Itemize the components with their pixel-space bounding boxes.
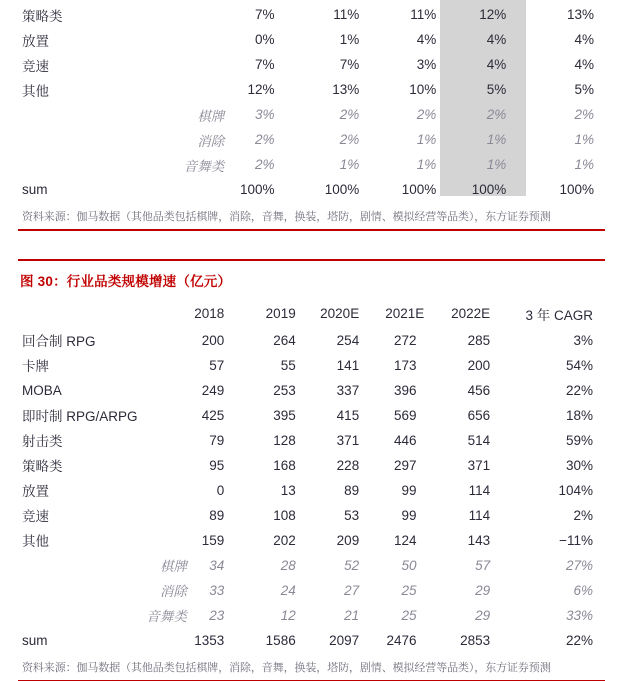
cell-value: 104%: [519, 478, 623, 503]
table-row: [0, 102, 623, 127]
cell-value: 2%: [224, 127, 301, 152]
cell-value: 200: [187, 328, 251, 353]
row-label: 卡牌: [0, 353, 187, 378]
cell-value: 1%: [302, 27, 382, 52]
cell-value: 1%: [462, 152, 538, 177]
cell-value: 1586: [251, 628, 317, 653]
share-table-body: [0, 2, 623, 202]
table-row: [0, 378, 623, 403]
cell-value: 297: [385, 453, 448, 478]
cell-value: 202: [251, 528, 317, 553]
cell-value: 13%: [302, 77, 382, 102]
cell-value: 108: [251, 503, 317, 528]
cell-value: 173: [385, 353, 448, 378]
table-row: [0, 177, 623, 202]
cell-value: 5%: [462, 77, 538, 102]
table-row: [0, 2, 623, 27]
row-label: 策略类: [0, 2, 224, 27]
cell-value: 27: [318, 578, 385, 603]
cell-value: 4%: [381, 27, 462, 52]
table-row: [0, 77, 623, 102]
cell-value: −11%: [519, 528, 623, 553]
cell-value: 100%: [302, 177, 382, 202]
cell-value: 3%: [381, 52, 462, 77]
cell-value: 57: [449, 553, 520, 578]
cell-value: 1353: [187, 628, 251, 653]
cell-value: 114: [449, 478, 520, 503]
row-sublabel: 消除: [0, 127, 224, 152]
row-label: sum: [0, 177, 224, 202]
cell-value: 33: [187, 578, 251, 603]
cell-value: 209: [318, 528, 385, 553]
table-row: [0, 503, 623, 528]
cell-value: 254: [318, 328, 385, 353]
cell-value: 2%: [302, 102, 382, 127]
cell-value: 13: [251, 478, 317, 503]
cell-value: 141: [318, 353, 385, 378]
cell-value: 456: [449, 378, 520, 403]
cell-value: 2853: [449, 628, 520, 653]
cell-value: 4%: [538, 27, 623, 52]
cell-value: 53: [318, 503, 385, 528]
table-row: [0, 478, 623, 503]
cell-value: 99: [385, 503, 448, 528]
growth-table-head: [0, 300, 623, 328]
cell-value: 79: [187, 428, 251, 453]
cell-value: 11%: [381, 2, 462, 27]
cell-value: 2%: [381, 102, 462, 127]
cell-value: 285: [449, 328, 520, 353]
cell-value: 2%: [462, 102, 538, 127]
cell-value: 25: [385, 603, 448, 628]
table-row: [0, 603, 623, 628]
row-sublabel: 音舞类: [0, 603, 187, 628]
cell-value: 57: [187, 353, 251, 378]
cell-value: 1%: [381, 152, 462, 177]
cell-value: 128: [251, 428, 317, 453]
table-header-row: [0, 300, 623, 328]
cell-value: 3%: [224, 102, 301, 127]
cell-value: 264: [251, 328, 317, 353]
cell-value: 100%: [224, 177, 301, 202]
cell-value: 18%: [519, 403, 623, 428]
row-sublabel: 棋牌: [0, 553, 187, 578]
column-header: 2021E: [385, 300, 448, 328]
column-header: 2022E: [449, 300, 520, 328]
row-label: sum: [0, 628, 187, 653]
header-corner: [0, 300, 187, 328]
table-row: [0, 553, 623, 578]
row-label: MOBA: [0, 378, 187, 403]
cell-value: 2476: [385, 628, 448, 653]
cell-value: 89: [318, 478, 385, 503]
cell-value: 30%: [519, 453, 623, 478]
cell-value: 371: [318, 428, 385, 453]
cell-value: 4%: [462, 52, 538, 77]
table-row: [0, 52, 623, 77]
share-table-source: 资料来源：伽马数据（其他品类包括棋牌，消除，音舞，换装，塔防，剧情、模拟经营等品类），东方证券预测: [0, 202, 623, 229]
cell-value: 656: [449, 403, 520, 428]
cell-value: 249: [187, 378, 251, 403]
cell-value: 3%: [519, 328, 623, 353]
row-label: 放置: [0, 27, 224, 52]
cell-value: 200: [449, 353, 520, 378]
cell-value: 124: [385, 528, 448, 553]
cell-value: 2097: [318, 628, 385, 653]
row-label: 其他: [0, 528, 187, 553]
cell-value: 33%: [519, 603, 623, 628]
cell-value: 159: [187, 528, 251, 553]
cell-value: 1%: [302, 152, 382, 177]
cell-value: 12%: [462, 2, 538, 27]
cell-value: 4%: [462, 27, 538, 52]
cell-value: 2%: [519, 503, 623, 528]
cell-value: 12%: [224, 77, 301, 102]
cell-value: 446: [385, 428, 448, 453]
cell-value: 1%: [538, 152, 623, 177]
cell-value: 29: [449, 603, 520, 628]
table-row: [0, 403, 623, 428]
cell-value: 272: [385, 328, 448, 353]
cell-value: 28: [251, 553, 317, 578]
cell-value: 59%: [519, 428, 623, 453]
cell-value: 4%: [538, 52, 623, 77]
cell-value: 415: [318, 403, 385, 428]
cell-value: 100%: [462, 177, 538, 202]
growth-table-body: [0, 328, 623, 653]
cell-value: 569: [385, 403, 448, 428]
table-row: [0, 27, 623, 52]
cell-value: 24: [251, 578, 317, 603]
cell-value: 25: [385, 578, 448, 603]
cell-value: 95: [187, 453, 251, 478]
cell-value: 168: [251, 453, 317, 478]
cell-value: 1%: [462, 127, 538, 152]
column-header: 3 年 CAGR: [519, 300, 623, 328]
table-row: [0, 528, 623, 553]
cell-value: 228: [318, 453, 385, 478]
row-sublabel: 消除: [0, 578, 187, 603]
cell-value: 2%: [224, 152, 301, 177]
row-sublabel: 棋牌: [0, 102, 224, 127]
column-header: 2020E: [318, 300, 385, 328]
table-row: [0, 428, 623, 453]
cell-value: 1%: [381, 127, 462, 152]
cell-value: 23: [187, 603, 251, 628]
cell-value: 11%: [302, 2, 382, 27]
row-label: 竞速: [0, 52, 224, 77]
cell-value: 253: [251, 378, 317, 403]
figure-title: 图 30：行业品类规模增速（亿元）: [0, 261, 623, 300]
cell-value: 10%: [381, 77, 462, 102]
table-row: [0, 453, 623, 478]
table-row: [0, 328, 623, 353]
cell-value: 371: [449, 453, 520, 478]
figure-30-block: [0, 259, 623, 681]
share-table: [0, 2, 623, 202]
row-label: 射击类: [0, 428, 187, 453]
cell-value: 5%: [538, 77, 623, 102]
row-label: 竞速: [0, 503, 187, 528]
row-sublabel: 音舞类: [0, 152, 224, 177]
cell-value: 100%: [538, 177, 623, 202]
cell-value: 7%: [224, 2, 301, 27]
cell-value: 7%: [224, 52, 301, 77]
cell-value: 27%: [519, 553, 623, 578]
column-header: 2019: [251, 300, 317, 328]
cell-value: 54%: [519, 353, 623, 378]
cell-value: 50: [385, 553, 448, 578]
share-table-block: [0, 0, 623, 229]
cell-value: 396: [385, 378, 448, 403]
cell-value: 12: [251, 603, 317, 628]
table-row: [0, 127, 623, 152]
table-row: [0, 152, 623, 177]
row-label: 回合制 RPG: [0, 328, 187, 353]
cell-value: 2%: [302, 127, 382, 152]
cell-value: 1%: [538, 127, 623, 152]
table-row: [0, 578, 623, 603]
cell-value: 13%: [538, 2, 623, 27]
table-row: [0, 628, 623, 653]
cell-value: 0%: [224, 27, 301, 52]
cell-value: 514: [449, 428, 520, 453]
cell-value: 22%: [519, 378, 623, 403]
cell-value: 22%: [519, 628, 623, 653]
column-header: 2018: [187, 300, 251, 328]
cell-value: 6%: [519, 578, 623, 603]
section-gap: [0, 231, 623, 259]
cell-value: 21: [318, 603, 385, 628]
cell-value: 7%: [302, 52, 382, 77]
cell-value: 114: [449, 503, 520, 528]
cell-value: 0: [187, 478, 251, 503]
cell-value: 143: [449, 528, 520, 553]
cell-value: 337: [318, 378, 385, 403]
cell-value: 34: [187, 553, 251, 578]
cell-value: 29: [449, 578, 520, 603]
table-row: [0, 353, 623, 378]
cell-value: 395: [251, 403, 317, 428]
figure-source: 资料来源：伽马数据（其他品类包括棋牌，消除，音舞，换装，塔防，剧情、模拟经营等品类），东方证券预测: [0, 653, 623, 680]
cell-value: 52: [318, 553, 385, 578]
row-label: 其他: [0, 77, 224, 102]
cell-value: 425: [187, 403, 251, 428]
row-label: 放置: [0, 478, 187, 503]
cell-value: 2%: [538, 102, 623, 127]
cell-value: 99: [385, 478, 448, 503]
cell-value: 55: [251, 353, 317, 378]
growth-table: [0, 300, 623, 653]
row-label: 策略类: [0, 453, 187, 478]
row-label: 即时制 RPG/ARPG: [0, 403, 187, 428]
cell-value: 89: [187, 503, 251, 528]
cell-value: 100%: [381, 177, 462, 202]
